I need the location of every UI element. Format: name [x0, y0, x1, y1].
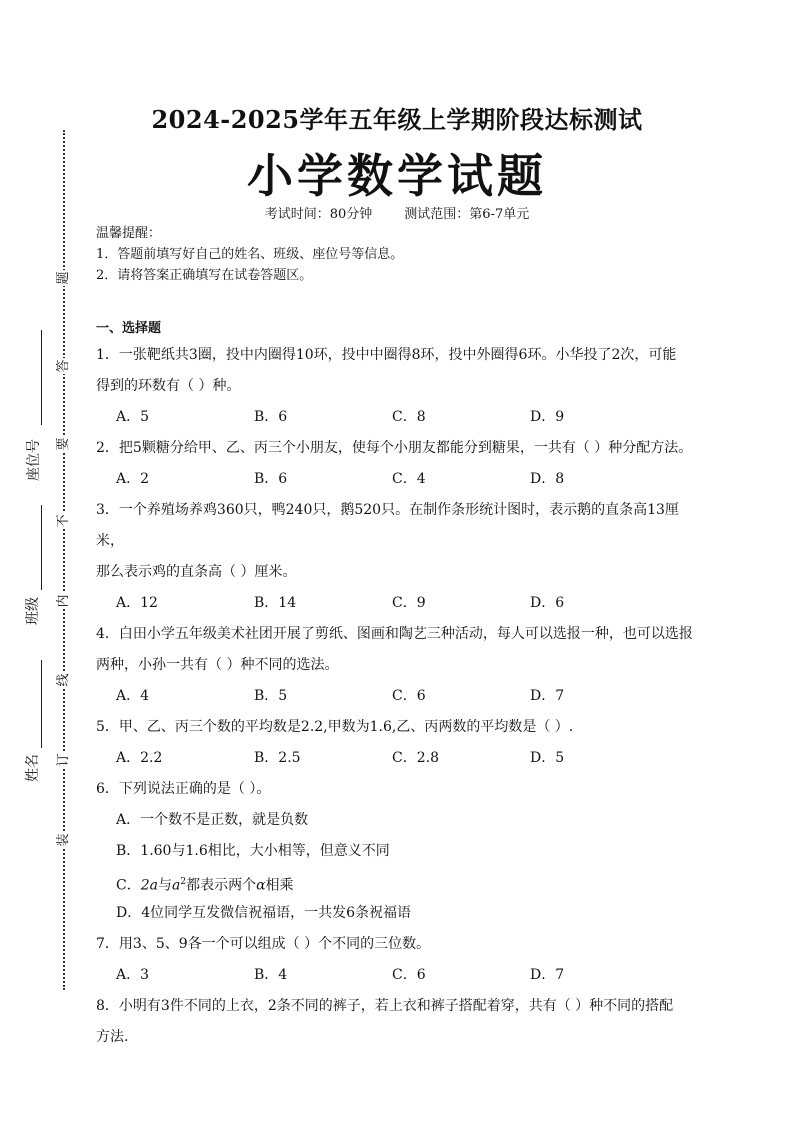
question-line: 两种，小孙一共有（ ）种不同的选法。: [96, 657, 339, 673]
option-b[interactable]: B．5: [254, 688, 288, 704]
option-b[interactable]: B．2.5: [254, 750, 301, 766]
subject-title: 小学数学试题: [247, 149, 547, 203]
option-a[interactable]: A．3: [116, 967, 150, 983]
options-row: [96, 402, 706, 433]
option-d[interactable]: D．7: [530, 967, 565, 983]
option-d[interactable]: D．8: [530, 471, 565, 487]
seat-number-field[interactable]: [22, 330, 44, 480]
question-8: [96, 991, 706, 1053]
question-6: [96, 774, 706, 805]
question-line: 4．白田小学五年级美术社团开展了剪纸、图画和陶艺三种活动，每人可以选报一种，也可以选报: [96, 626, 693, 642]
exam-title: 2024-2025学年五年级上学期阶段达标测试: [151, 105, 643, 134]
binding-char: 要: [56, 437, 71, 451]
option-b[interactable]: B．4: [254, 967, 288, 983]
option-a[interactable]: A．5: [116, 409, 150, 425]
math-2a: 2a: [140, 877, 158, 894]
question-line: 那么表示鸡的直条高（ ）厘米。: [96, 564, 297, 580]
option-a[interactable]: A．2: [116, 471, 150, 487]
option-a[interactable]: A．一个数不是正数，就是负数: [116, 812, 309, 828]
binding-char: 装: [56, 833, 71, 847]
option-c[interactable]: C．6: [392, 967, 426, 983]
question-line: 得到的环数有（ ）种。: [96, 378, 241, 394]
name-label: 姓名: [25, 754, 41, 782]
option-c[interactable]: C．9: [392, 595, 426, 611]
option-a[interactable]: A．12: [116, 595, 158, 611]
exam-info: [0, 203, 794, 222]
binding-notice: [56, 270, 72, 870]
option-c-text: 都表示两个: [186, 877, 257, 894]
option-d[interactable]: D．6: [530, 595, 565, 611]
class-label: 班级: [25, 597, 41, 625]
math-a: a: [171, 877, 181, 894]
binding-char: 订: [56, 753, 71, 767]
options-row: [96, 588, 706, 619]
options-row: [96, 464, 706, 495]
math-exponent: 2: [180, 877, 187, 887]
option-d[interactable]: D．7: [530, 688, 565, 704]
options-row: [96, 743, 706, 774]
notice-item: 2．请将答案正确填写在试卷答题区。: [96, 268, 313, 283]
option-c-prefix: C．: [116, 877, 141, 894]
option-c[interactable]: C．6: [392, 688, 426, 704]
options-row: [96, 960, 706, 991]
question-4: [96, 619, 706, 681]
option-c-text: 与: [157, 877, 172, 894]
option-b[interactable]: B．6: [254, 409, 288, 425]
class-field[interactable]: [22, 505, 44, 625]
option-a[interactable]: A．4: [116, 688, 150, 704]
options-row: [96, 681, 706, 712]
option-b[interactable]: B．1.60与1.6相比，大小相等，但意义不同: [116, 843, 390, 859]
math-alpha: α: [256, 877, 266, 894]
question-1: [96, 340, 706, 402]
question-line: 3．一个养殖场养鸡360只，鸭240只，鹅520只。在制作条形统计图时，表示鹅的直条高13厘米，: [96, 502, 679, 549]
option-d[interactable]: D．4位同学互发微信祝福语，一共发6条祝福语: [116, 905, 412, 921]
binding-char: 答: [56, 359, 71, 373]
option-c[interactable]: C．4: [392, 471, 426, 487]
binding-char: 内: [56, 594, 71, 608]
question-line: 方法.: [96, 1029, 129, 1045]
option-c[interactable]: C．8: [392, 409, 426, 425]
question-line: 7．用3、5、9各一个可以组成（ ）个不同的三位数。: [96, 936, 431, 952]
question-3: [96, 495, 706, 588]
name-line[interactable]: [41, 660, 42, 748]
option-a[interactable]: A．2.2: [116, 750, 163, 766]
option-d[interactable]: D．5: [530, 750, 565, 766]
question-5: [96, 712, 706, 743]
option-b[interactable]: B．6: [254, 471, 288, 487]
notice-block: [96, 223, 403, 286]
question-line: 2．把5颗糖分给甲、乙、丙三个小朋友，使每个小朋友都能分到糖果，一共有（ ）种分配方法。: [96, 440, 693, 456]
exam-time: 考试时间：80分钟: [264, 207, 373, 222]
notice-item: 1．答题前填写好自己的姓名、班级、座位号等信息。: [96, 247, 404, 262]
binding-char: 题: [56, 271, 71, 285]
binding-char: 线: [56, 673, 71, 687]
binding-char: 不: [56, 514, 71, 528]
question-7: [96, 929, 706, 960]
notice-heading: 温馨提醒：: [96, 226, 162, 241]
question-2: [96, 433, 706, 464]
question-line: 5．甲、乙、丙三个数的平均数是2.2,甲数为1.6,乙、丙两数的平均数是（ ）.: [96, 719, 574, 735]
option-d[interactable]: D．9: [530, 409, 565, 425]
option-b[interactable]: B．14: [254, 595, 297, 611]
seat-number-label: 座位号: [26, 439, 42, 481]
seat-number-line[interactable]: [41, 330, 42, 425]
section-title: 一、选择题: [96, 321, 162, 336]
question-line: 8．小明有3件不同的上衣，2条不同的裤子，若上衣和裤子搭配着穿，共有（ ）种不同的搭配: [96, 998, 674, 1014]
question-section: [96, 318, 706, 1053]
name-field[interactable]: [22, 660, 44, 780]
option-c-text: 相乘: [265, 877, 294, 894]
option-c[interactable]: [96, 867, 706, 898]
exam-scope: 测试范围：第6-7单元: [404, 207, 530, 222]
question-line: 6．下列说法正确的是（ ）。: [96, 781, 271, 797]
question-line: 1．一张靶纸共3圈，投中内圈得10环，投中中圈得8环，投中外圈得6环。小华投了2次，可能: [96, 347, 677, 363]
option-c[interactable]: C．2.8: [392, 750, 439, 766]
class-line[interactable]: [41, 505, 42, 590]
